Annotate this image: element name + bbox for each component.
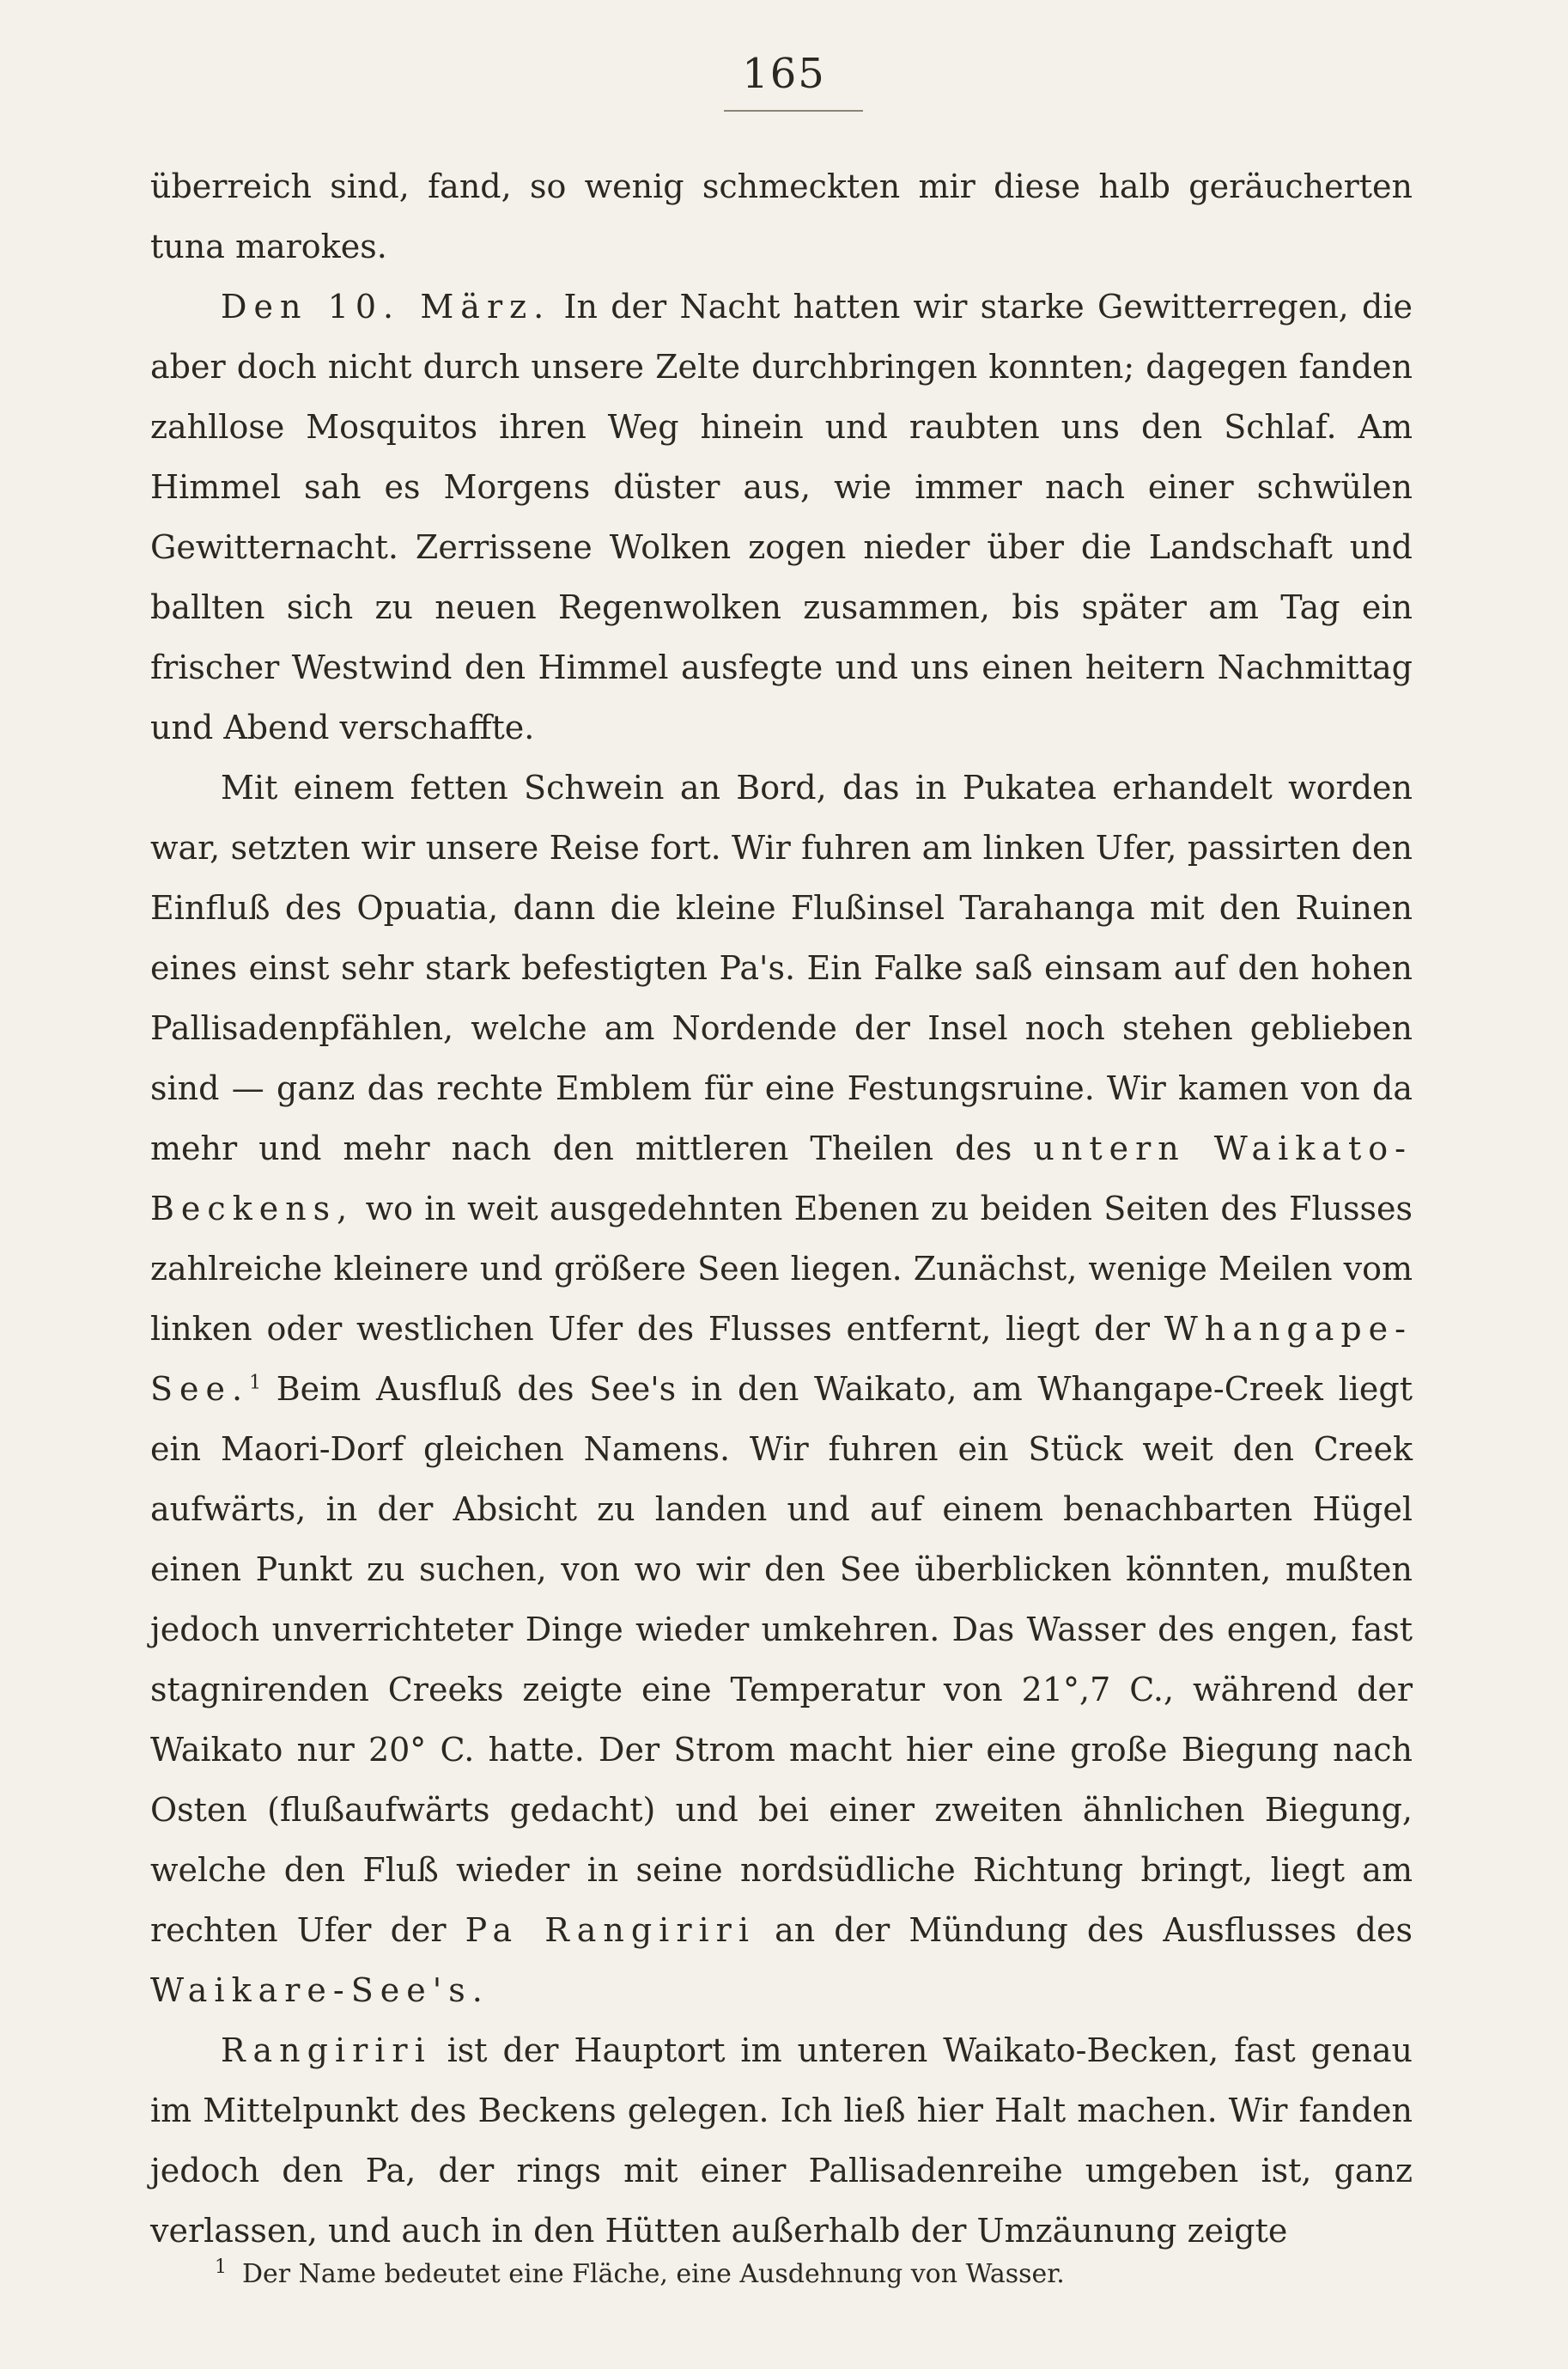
paragraph-continued: überreich sind, fand, so wenig schmeckten mir diese halb geräucherten tuna marokes. bbox=[150, 167, 1413, 265]
paragraph-text: Mit einem fetten Schwein an Bord, das in Pukatea erhandelt worden war, setzten wir unsere Reise fort. Wir fuhren am linken Ufer, passirten den Einfluß des Opuatia, dann die kleine Flußinsel Tarahanga mit den Ruinen eines einst sehr stark befestigten Pa's. Ein Falke saß einsam auf den hohen Pallisadenpfählen, welche am Nordende der Insel noch stehen geblieben sind — ganz das rechte Emblem für eine Festungsruine. Wir kamen von da mehr und mehr nach den mittleren Theilen des bbox=[150, 769, 1413, 1167]
paragraph-journey bbox=[150, 758, 1413, 2020]
footnote-mark: 1 bbox=[215, 2256, 227, 2278]
page-number: 165 bbox=[742, 50, 826, 98]
emphasized-place: Whangape-See. bbox=[150, 1310, 1413, 1408]
emphasized-place: Pa Rangiriri bbox=[465, 1911, 756, 1949]
emphasized-place: Waikare-See's. bbox=[150, 1971, 489, 2009]
paragraph-rangiriri bbox=[150, 2020, 1413, 2261]
paragraph-text: Beim Ausfluß des See's in den Waikato, am Whangape-Creek liegt ein Maori-Dorf gleichen Namens. Wir fuhren ein Stück weit den Creek aufwärts, in der Absicht zu landen und auf einem benachbarten Hügel einen Punkt zu suchen, von wo wir den See überblicken könnten, mußten jedoch unverrichteter Dinge wieder umkehren. Das Wasser des engen, fast stagnirenden Creeks zeigte eine Temperatur von 21°,7 C., während der Waikato nur 20° C. hatte. Der Strom macht hier eine große Biegung nach Osten (flußaufwärts gedacht) und bei einer zweiten ähnlichen Biegung, welche den Fluß wieder in seine nordsüdliche Richtung bringt, liegt am rechten Ufer der bbox=[150, 1370, 1413, 1949]
emphasized-place: untern Waikato-Beckens, bbox=[150, 1130, 1413, 1227]
paragraph-text: wo in weit ausgedehnten Ebenen zu beiden Seiten des Flusses zahlreiche kleinere und größere Seen liegen. Zunächst, wenige Meilen vom linken oder westlichen Ufer des Flusses entfernt, liegt der bbox=[150, 1190, 1413, 1348]
paragraph-text: an der Mündung des Ausflusses des bbox=[775, 1911, 1413, 1949]
header-rule bbox=[724, 110, 863, 112]
paragraph-date-entry bbox=[150, 277, 1413, 758]
paragraph-text: In der Nacht hatten wir starke Gewitterregen, die aber doch nicht durch unsere Zelte durchbringen konnten; dagegen fanden zahllose Mosquitos ihren Weg hinein und raubten uns den Schlaf. Am Himmel sah es Morgens düster aus, wie immer nach einer schwülen Gewitternacht. Zerrissene Wolken zogen nieder über die Landschaft und ballten sich zu neuen Regenwolken zusammen, bis später am Tag ein frischer Westwind den Himmel ausfegte und uns einen heitern Nachmittag und Abend verschaffte. bbox=[150, 288, 1413, 746]
emphasized-place: Rangiriri bbox=[221, 2031, 432, 2069]
footnote bbox=[215, 2257, 1417, 2292]
footnote-text: Der Name bedeutet eine Fläche, eine Ausdehnung von Wasser. bbox=[242, 2259, 1065, 2289]
body-text bbox=[150, 156, 1413, 2261]
footnote-reference[interactable]: 1 bbox=[249, 1372, 262, 1394]
date-heading: Den 10. März. bbox=[221, 288, 551, 326]
paragraph-text: ist der Hauptort im unteren Waikato-Becken, fast genau im Mittelpunkt des Beckens gelegen. Ich ließ hier Halt machen. Wir fanden jedoch den Pa, der rings mit einer Pallisadenreihe umgeben ist, ganz verlassen, und auch in den Hütten außerhalb der Umzäunung zeigte bbox=[150, 2031, 1413, 2250]
